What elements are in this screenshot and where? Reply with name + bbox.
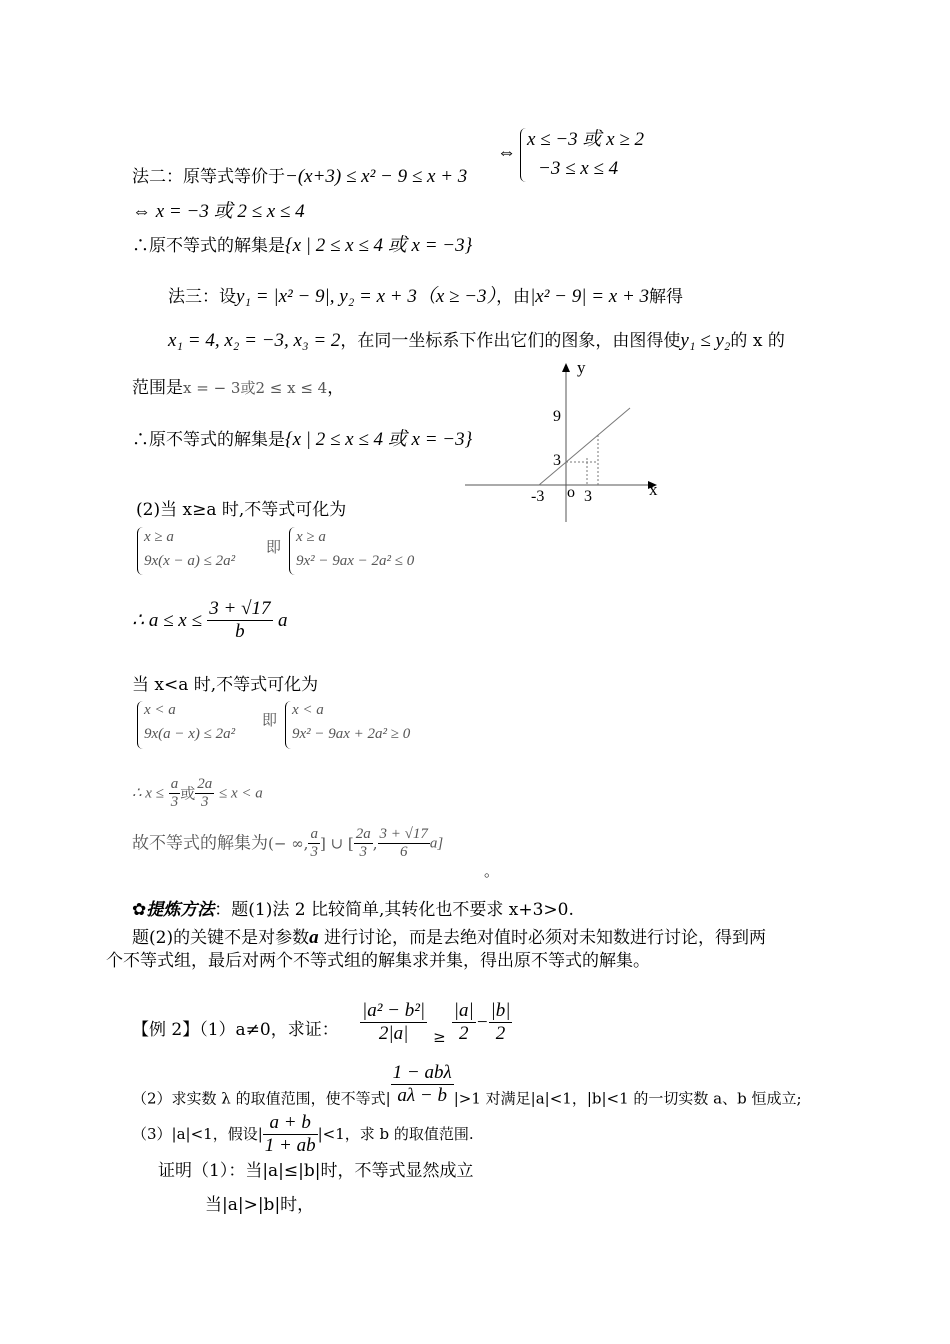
method3-solution: [132, 430, 472, 449]
fraction-denominator: b: [235, 620, 245, 642]
method-note-title: 提炼方法: [146, 900, 215, 920]
method-note-text2a: 题(2)的关键不是对参数: [132, 928, 310, 948]
final-fraction-3: [378, 826, 430, 862]
case2-ji: 即: [262, 711, 278, 729]
q2-fraction: [391, 1062, 454, 1107]
fraction-numerator: |a|: [453, 1000, 474, 1021]
final-period: 。: [484, 862, 500, 880]
case1-result-fraction: [207, 598, 272, 643]
flower-icon: ✿: [132, 900, 147, 920]
q3-text-b: |<1，求 b 的取值范围.: [317, 1124, 474, 1143]
case1-heading: (2)当 x≥a 时,不等式可化为: [136, 500, 347, 520]
final-comma: ,: [372, 834, 378, 853]
fraction-numerator: 3 + √17: [378, 826, 430, 844]
example2-question3: [132, 1112, 474, 1157]
q3-text-a: （3）|a|<1，假设|: [132, 1124, 263, 1143]
example2-label: 【例 2】（1）a≠0，求证：: [132, 1019, 339, 1040]
solution-set: {x | 2 ≤ x ≤ 4 或 x = −3}: [285, 429, 473, 450]
x-axis-label: x: [649, 480, 658, 499]
y-axis-label: y: [577, 358, 586, 377]
origin-label: o: [567, 484, 575, 501]
method2-equivalence: ⇔ x = −3 或 2 ≤ x ≤ 4: [132, 201, 305, 222]
method3-roots-line: [168, 331, 785, 350]
example2-question2: [132, 1062, 802, 1107]
case2-res-lhs: ∴ x ≤: [132, 785, 164, 802]
fraction-numerator: 2a: [195, 776, 214, 794]
fraction-denominator: aλ − b: [397, 1084, 447, 1106]
q2-text-b: |>1 对满足|a|<1，|b|<1 的一切实数 a、b 恒成立;: [453, 1089, 802, 1108]
case-b: −3 ≤ x ≤ 4: [538, 158, 619, 179]
method3-condition: y₁ ≤ y₂: [680, 330, 731, 351]
final-close: a]: [429, 835, 444, 852]
case1-sys-b2: 9x² − 9ax − 2a² ≤ 0: [296, 553, 415, 569]
fraction-denominator: 3: [200, 794, 209, 811]
method3-text: ，在同一坐标系下作出它们的图象，由图得使: [340, 331, 681, 351]
method-note-text1: ：题(1)法 2 比较简单,其转化也不要求 x+3>0.: [214, 900, 574, 920]
case2-sys-a2: 9x(a − x) ≤ 2a²: [144, 726, 236, 742]
case2-res-or: 或: [180, 784, 196, 803]
case1-result-tail: a: [277, 609, 288, 631]
fraction-numerator: 1 − abλ: [392, 1062, 452, 1083]
method2-solution: [132, 236, 472, 255]
example2-fraction-3: [489, 1000, 513, 1045]
final-fraction-2: [354, 826, 373, 862]
q2-text-a: （2）求实数 λ 的取值范围，使不等式|: [132, 1089, 391, 1108]
fraction-numerator: a: [308, 826, 320, 844]
method3-definitions: y₁ = |x² − 9|, y₂ = x + 3（x ≥ −3）: [236, 286, 497, 307]
tick-9: 9: [553, 408, 561, 425]
case2-res-fraction-2: [195, 776, 214, 812]
method3-roots: x₁ = 4, x₂ = −3, x₃ = 2: [168, 330, 341, 351]
case2-result: [132, 776, 263, 812]
example2-fraction-1: [360, 1000, 427, 1045]
method-note-line1: [132, 902, 574, 919]
fraction-denominator: 2: [458, 1022, 469, 1044]
fraction-denominator: 3: [359, 844, 368, 861]
fraction-denominator: 2|a|: [378, 1022, 409, 1044]
case2-res-tail: ≤ x < a: [219, 785, 263, 802]
fraction-numerator: |b|: [490, 1000, 511, 1021]
case-a: x ≤ −3 或 x ≥ 2: [527, 129, 645, 150]
case2-sys-b2: 9x² − 9ax + 2a² ≥ 0: [292, 726, 411, 742]
method3-range-line: [132, 380, 344, 397]
method-note-line2: [132, 928, 766, 947]
fraction-numerator: 2a: [354, 826, 373, 844]
fraction-numerator: 3 + √17: [209, 598, 271, 619]
fraction-denominator: 1 + ab: [264, 1134, 316, 1156]
method3-equation: |x² − 9| = x + 3: [530, 286, 650, 307]
fraction-denominator: 3: [170, 794, 179, 811]
proof-line2: 当|a|>|b|时，: [205, 1195, 315, 1215]
solution-label: ∴原不等式的解集是: [132, 430, 285, 450]
final-label: 故不等式的解集为: [132, 833, 268, 854]
case1-result-lhs: ∴ a ≤ x ≤: [132, 609, 202, 631]
range-label: 范围是: [132, 378, 183, 398]
range-value: x = − 3或2 ≤ x ≤ 4: [183, 379, 328, 397]
example2-ge: ≥: [433, 1027, 446, 1046]
q3-fraction: [263, 1112, 318, 1157]
fraction-numerator: |a² − b²|: [362, 1000, 426, 1021]
method-note-var: a: [309, 927, 319, 948]
final-union: ] ∪ [: [319, 834, 354, 853]
method2-line: [132, 167, 467, 186]
method3-by: ，由: [496, 287, 531, 307]
method-note-line3: 个不等式组，最后对两个不等式组的解集求并集，得出原不等式的解集。: [106, 951, 650, 971]
case1-result: [132, 598, 287, 643]
fraction-numerator: a: [169, 776, 181, 794]
tick-3-x: 3: [584, 488, 592, 505]
method3-label: 法三：设: [168, 287, 236, 307]
method3-solve: 解得: [649, 287, 684, 307]
range-comma: ，: [327, 378, 345, 398]
final-solution: [132, 826, 443, 862]
case1-sys-b1: x ≥ a: [296, 529, 326, 545]
method2-label: 法二：原等式等价于: [132, 167, 285, 187]
method-note-text2b: 进行讨论，而是去绝对值时必须对未知数进行讨论，得到两: [318, 928, 766, 948]
method3-of-x: 的 x 的: [730, 331, 785, 351]
fraction-denominator: 3: [310, 844, 318, 861]
y-axis-arrow-icon: [562, 363, 570, 372]
case2-heading: 当 x<a 时,不等式可化为: [132, 675, 319, 695]
example2-statement: [132, 1000, 512, 1045]
tick-neg3: -3: [531, 488, 545, 505]
tick-3-y: 3: [553, 452, 561, 469]
method3-line: [168, 287, 683, 306]
case1-sys-a2: 9x(x − a) ≤ 2a²: [144, 553, 236, 569]
fraction-numerator: a + b: [263, 1112, 318, 1135]
example2-minus: −: [475, 1011, 489, 1033]
fraction-denominator: 6: [399, 844, 408, 861]
method2-expression: −(x+3) ≤ x² − 9 ≤ x + 3: [285, 166, 468, 187]
solution-set: {x | 2 ≤ x ≤ 4 或 x = −3}: [285, 235, 473, 256]
case1-ji: 即: [266, 538, 282, 556]
case1-sys-a1: x ≥ a: [144, 529, 174, 545]
final-open: (− ∞,: [268, 834, 309, 853]
solution-label: ∴原不等式的解集是: [132, 236, 285, 256]
proof-line1: 证明（1）：当|a|≤|b|时，不等式显然成立: [158, 1161, 474, 1181]
case2-res-fraction-1: [169, 776, 181, 812]
coordinate-graph: [460, 355, 670, 525]
example2-fraction-2: [452, 1000, 476, 1045]
final-fraction-1: [308, 826, 320, 862]
case2-sys-a1: x < a: [144, 702, 176, 718]
fraction-denominator: 2: [495, 1022, 506, 1044]
case2-sys-b1: x < a: [292, 702, 324, 718]
iff-symbol: ⇔: [497, 142, 516, 163]
